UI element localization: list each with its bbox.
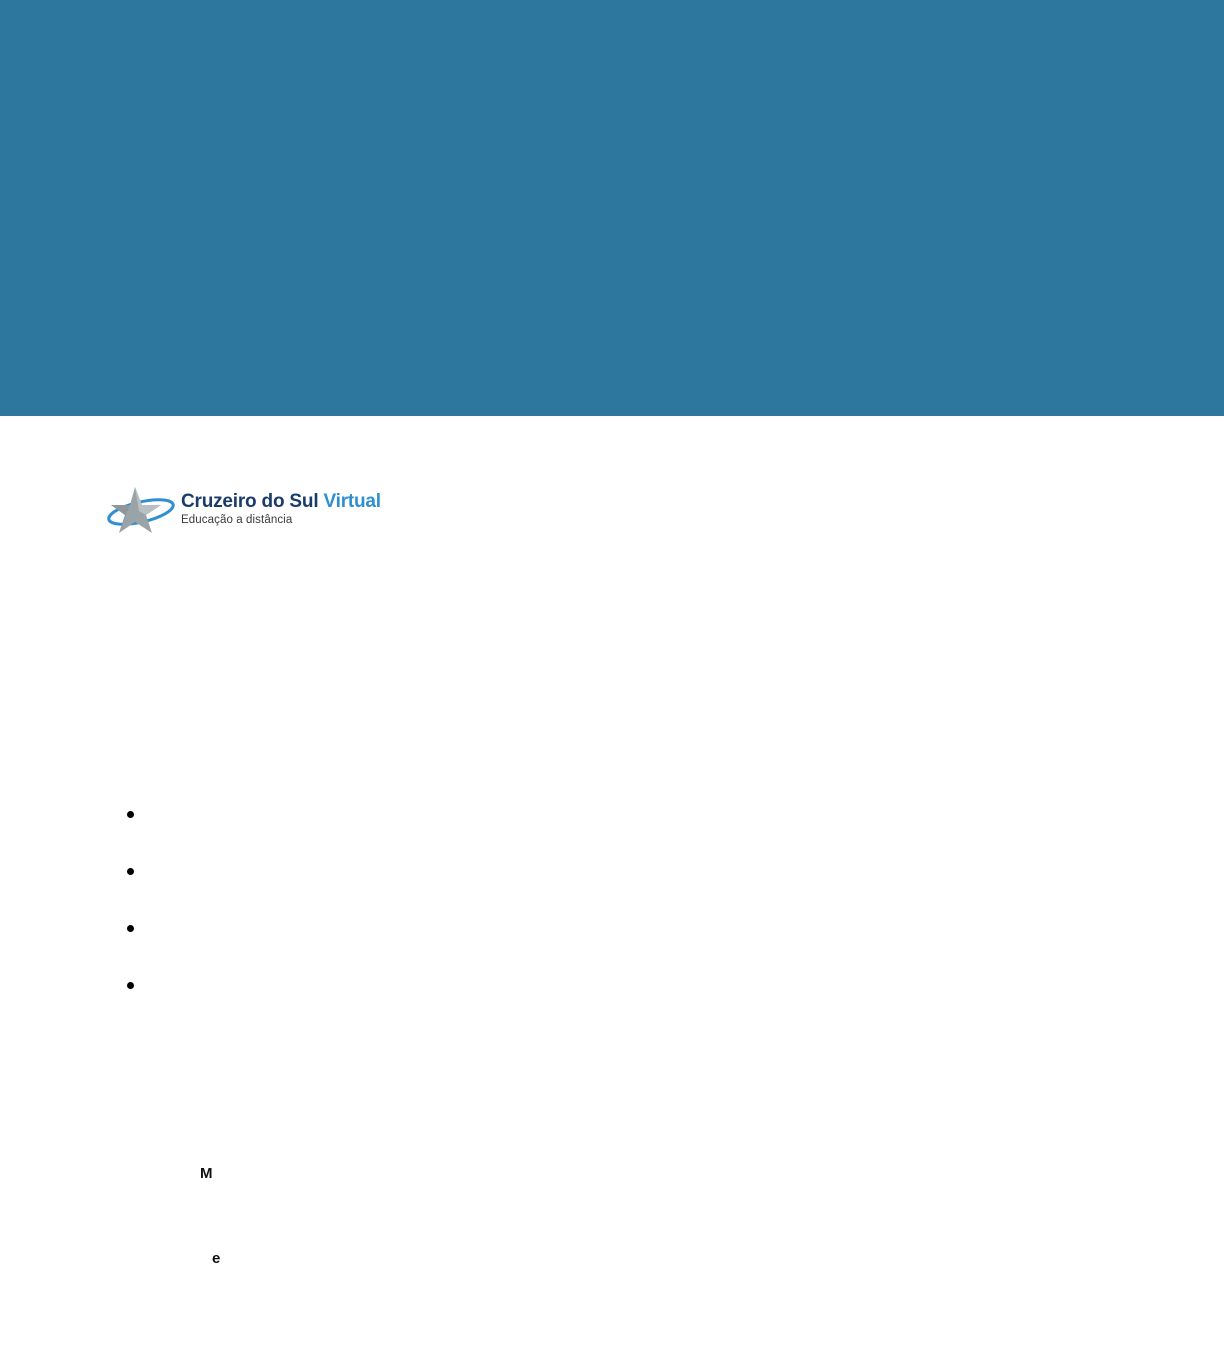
list-item [104,1070,1114,1155]
list-item-label: e [212,1250,221,1267]
text-lines-icon [104,1240,156,1252]
page-header-banner [0,0,1224,416]
brand-logo-text [181,492,381,527]
star-swoosh-logo-icon [105,481,177,537]
list-item [105,795,1105,852]
list-item [105,909,1105,966]
list-item [104,1155,1114,1240]
bullet-dot-icon [127,925,134,932]
brand-logo-title-primary: Cruzeiro do Sul [181,490,319,512]
bullet-dot-icon [127,982,134,989]
brand-logo [105,480,380,538]
text-lines-icon [104,1070,156,1082]
list-item-label: M [200,1165,213,1182]
bullet-dot-icon [127,811,134,818]
brand-logo-title [181,492,381,511]
list-item [104,1240,1114,1325]
brand-logo-title-accent: Virtual [323,490,381,512]
bullet-list [105,795,1105,1023]
text-block-list [104,1070,1114,1325]
brand-logo-subtitle: Educação a distância [181,513,293,526]
bullet-dot-icon [127,868,134,875]
list-item [105,852,1105,909]
list-item [105,966,1105,1023]
text-lines-icon [104,1155,156,1167]
